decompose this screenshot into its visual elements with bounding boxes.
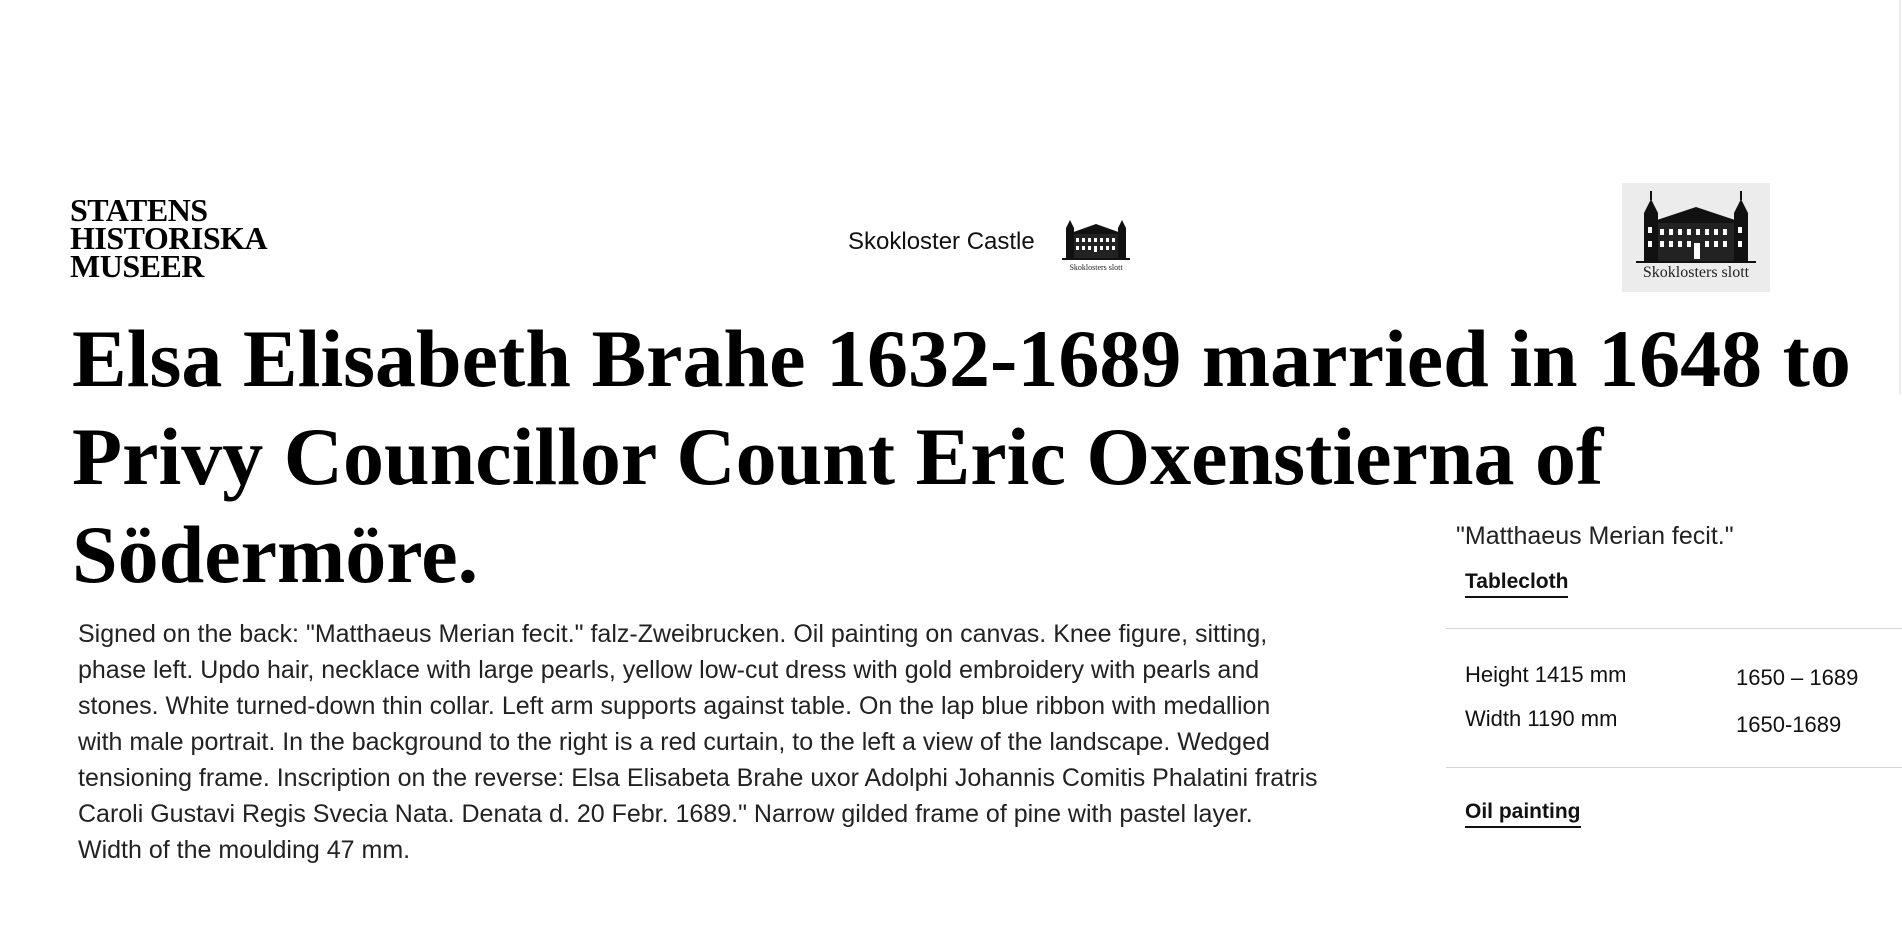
logo-line-2: HISTORISKA (70, 220, 268, 256)
date-range-alt: 1650-1689 (1736, 712, 1842, 737)
castle-logo-large-caption: Skoklosters slott (1642, 264, 1750, 281)
artwork-description: Signed on the back: "Matthaeus Merian fecit." falz-Zweibrucken. Oil painting on canvas. Knee figure, sitting, phase left. Updo hair, necklace with large pearls, yellow low-cut dress with gold embroidery with pearls and stones. White turned-down thin collar. Left arm supports against table. On the lap blue ribbon with medallion with male portrait. In the background to the right is a red curtain, to the left a view of the landscape. Wedged tensioning frame. Inscription on the reverse: Elsa Elisabeta Brahe uxor Adolphi Johannis Comitis Phalatini fratris Caroli Gustavi Regis Svecia Nata. Denata d. 20 Febr. 1689." Narrow gilded frame of pine with pastel layer. Width of the moulding 47 mm. (78, 620, 1318, 864)
logo-line-1: STATENS (70, 192, 208, 228)
dimension-height: Height 1415 mm (1465, 662, 1627, 687)
scrollbar-track[interactable] (1899, 0, 1901, 395)
castle-logo-small-caption: Skoklosters slott (1069, 263, 1123, 272)
tag-link-tablecloth[interactable]: Tablecloth (1465, 570, 1568, 598)
statens-historiska-museer-logo[interactable] (70, 192, 268, 284)
castle-logo-large[interactable] (1622, 183, 1770, 292)
divider (1446, 628, 1902, 629)
date-range: 1650 – 1689 (1736, 665, 1859, 690)
museum-name[interactable]: Skokloster Castle (848, 228, 1035, 255)
castle-logo-small[interactable] (1062, 214, 1130, 272)
divider (1446, 767, 1902, 768)
dimension-width: Width 1190 mm (1465, 706, 1618, 731)
logo-line-3: MUSEER (70, 248, 204, 284)
castle-icon (1622, 187, 1770, 267)
inscription-text: "Matthaeus Merian fecit." (1456, 522, 1734, 550)
castle-icon (1062, 214, 1130, 262)
artwork-title: Elsa Elisabeth Brahe 1632-1689 married in 1648 to Privy Councillor Count Eric Oxenstierna of Södermöre. (72, 313, 1851, 600)
tag-link-oil-painting[interactable]: Oil painting (1465, 800, 1581, 828)
